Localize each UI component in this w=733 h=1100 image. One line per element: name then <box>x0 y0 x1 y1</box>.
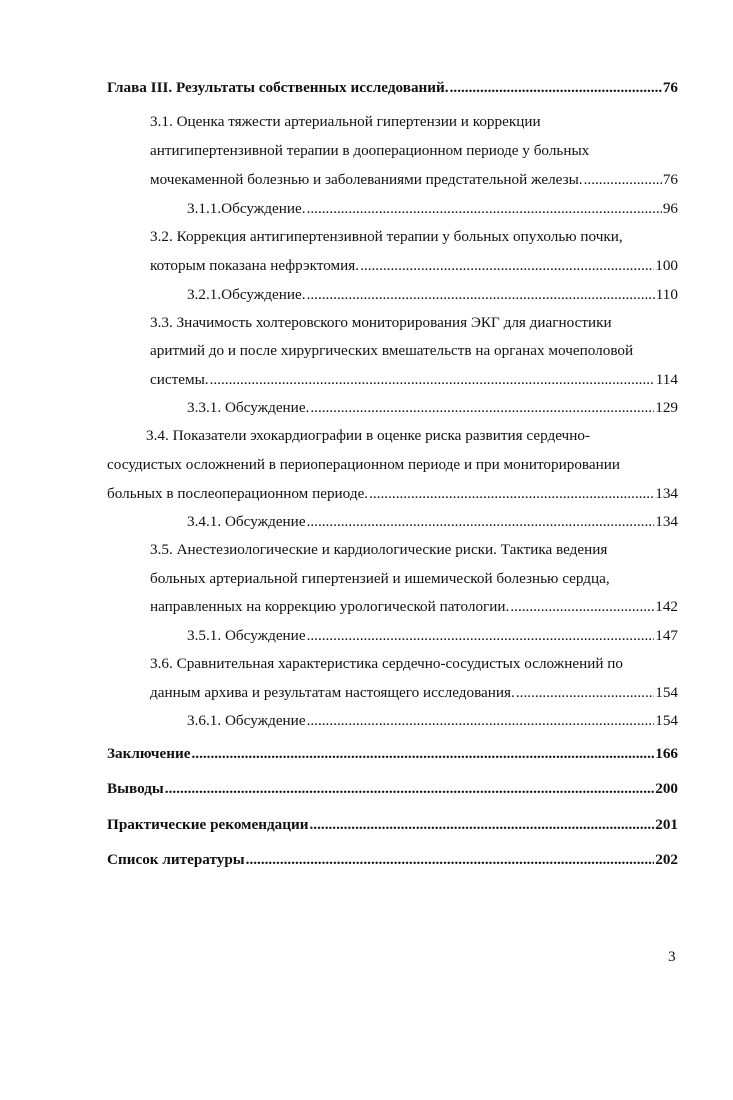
toc-leader-dots <box>307 199 662 219</box>
toc-entry-3-4-line-1 <box>146 426 678 446</box>
toc-entry-3-2-line-2 <box>150 256 678 276</box>
toc-title: 3.1.1.Обсуждение. <box>187 200 306 217</box>
toc-entry-findings <box>107 779 678 799</box>
toc-entry-3-4-line-3 <box>107 484 678 504</box>
toc-entry-3-3-line-3 <box>150 370 678 390</box>
toc-page-number: 202 <box>655 851 678 868</box>
toc-leader-dots <box>510 597 654 617</box>
toc-page-number: 134 <box>655 485 678 502</box>
toc-entry-3-5-line-2 <box>150 569 678 589</box>
toc-entry-conclusion <box>107 744 678 764</box>
toc-page-number: 166 <box>655 745 678 762</box>
toc-entry-3-5-line-1 <box>150 540 678 560</box>
toc-page-number: 200 <box>655 780 678 797</box>
toc-leader-dots <box>369 484 654 504</box>
toc-title: Заключение <box>107 745 191 762</box>
toc-leader-dots <box>310 815 655 835</box>
toc-title: 3.2.1.Обсуждение. <box>187 286 306 303</box>
toc-entry-3-3-1 <box>187 398 678 418</box>
toc-leader-dots <box>210 370 655 390</box>
toc-entry-3-3-line-2 <box>150 341 678 361</box>
toc-title: которым показана нефрэктомия. <box>150 257 360 274</box>
toc-page-number: 201 <box>655 816 678 833</box>
toc-title: направленных на коррекцию урологической патологии. <box>150 598 510 615</box>
toc-page-number: 76 <box>662 171 678 188</box>
toc-title: 3.6. Сравнительная характеристика сердечно-сосудистых осложнений по <box>150 655 623 672</box>
toc-page-number: 76 <box>662 79 678 96</box>
toc-entry-3-1-line-3 <box>150 170 678 190</box>
toc-entry-chapter-3 <box>107 78 678 98</box>
toc-entry-references <box>107 850 678 870</box>
toc-entry-3-2-1 <box>187 285 678 305</box>
toc-page-number: 114 <box>655 371 678 388</box>
toc-title: сосудистых осложнений в периоперационном периоде и при мониторировании <box>107 456 621 473</box>
toc-title: 3.6.1. Обсуждение <box>187 712 306 729</box>
toc-title: аритмий до и после хирургических вмешательств на органах мочеполовой <box>150 342 634 359</box>
toc-leader-dots <box>360 256 654 276</box>
toc-title: 3.4.1. Обсуждение <box>187 513 306 530</box>
toc-title: 3.3.1. Обсуждение. <box>187 399 310 416</box>
toc-title: 3.4. Показатели эхокардиографии в оценке риска развития сердечно- <box>146 427 590 444</box>
toc-leader-dots <box>450 78 662 98</box>
toc-title: мочекаменной болезнью и заболеваниями предстательной железы. <box>150 171 583 188</box>
toc-page-number: 142 <box>655 598 678 615</box>
toc-title: 3.2. Коррекция антигипертензивной терапии у больных опухолью почки, <box>150 228 623 245</box>
toc-title: антигипертензивной терапии в дооперационном периоде у больных <box>150 142 590 159</box>
toc-page-number: 154 <box>655 684 678 701</box>
toc-entry-recommendations <box>107 815 678 835</box>
toc-entry-3-4-1 <box>187 512 678 532</box>
toc-leader-dots <box>165 779 654 799</box>
toc-entry-3-4-line-2 <box>107 455 678 475</box>
toc-leader-dots <box>307 512 655 532</box>
toc-entry-3-2-line-1 <box>150 227 678 247</box>
toc-entry-3-6-line-1 <box>150 654 678 674</box>
toc-leader-dots <box>516 683 654 703</box>
toc-entry-3-3-line-1 <box>150 313 678 333</box>
toc-page-number: 129 <box>655 399 678 416</box>
toc-page-number: 100 <box>655 257 678 274</box>
toc-title: Практические рекомендации <box>107 816 309 833</box>
toc-title: Список литературы <box>107 851 245 868</box>
toc-title: 3.5.1. Обсуждение <box>187 627 306 644</box>
toc-title: 3.1. Оценка тяжести артериальной гипертензии и коррекции <box>150 113 541 130</box>
toc-entry-3-1-line-2 <box>150 141 678 161</box>
toc-entry-3-6-1 <box>187 711 678 731</box>
toc-entry-3-5-1 <box>187 626 678 646</box>
toc-title: 3.5. Анестезиологические и кардиологические риски. Тактика ведения <box>150 541 608 558</box>
toc-page-number: 96 <box>662 200 678 217</box>
toc-leader-dots <box>307 711 655 731</box>
toc-title: данным архива и результатам настоящего исследования. <box>150 684 515 701</box>
toc-leader-dots <box>584 170 662 190</box>
toc-title: Глава III. Результаты собственных исследований. <box>107 79 449 96</box>
toc-entry-3-6-line-2 <box>150 683 678 703</box>
toc-page-number: 147 <box>655 627 678 644</box>
toc-entry-3-1-line-1 <box>150 112 678 132</box>
toc-page-number: 154 <box>655 712 678 729</box>
toc-title: больных артериальной гипертензией и ишемической болезнью сердца, <box>150 570 610 587</box>
toc-page-number: 110 <box>655 286 678 303</box>
toc-leader-dots <box>191 744 654 764</box>
toc-leader-dots <box>246 850 655 870</box>
toc-title: 3.3. Значимость холтеровского мониторирования ЭКГ для диагностики <box>150 314 612 331</box>
toc-page-number: 134 <box>655 513 678 530</box>
toc-title: больных в послеоперационном периоде. <box>107 485 369 502</box>
toc-title: Выводы <box>107 780 164 797</box>
toc-leader-dots <box>307 285 655 305</box>
toc-title: системы. <box>150 371 209 388</box>
page-number: 3 <box>668 948 676 965</box>
toc-entry-3-5-line-3 <box>150 597 678 617</box>
toc-leader-dots <box>307 626 655 646</box>
toc-entry-3-1-1 <box>187 199 678 219</box>
toc-leader-dots <box>310 398 654 418</box>
